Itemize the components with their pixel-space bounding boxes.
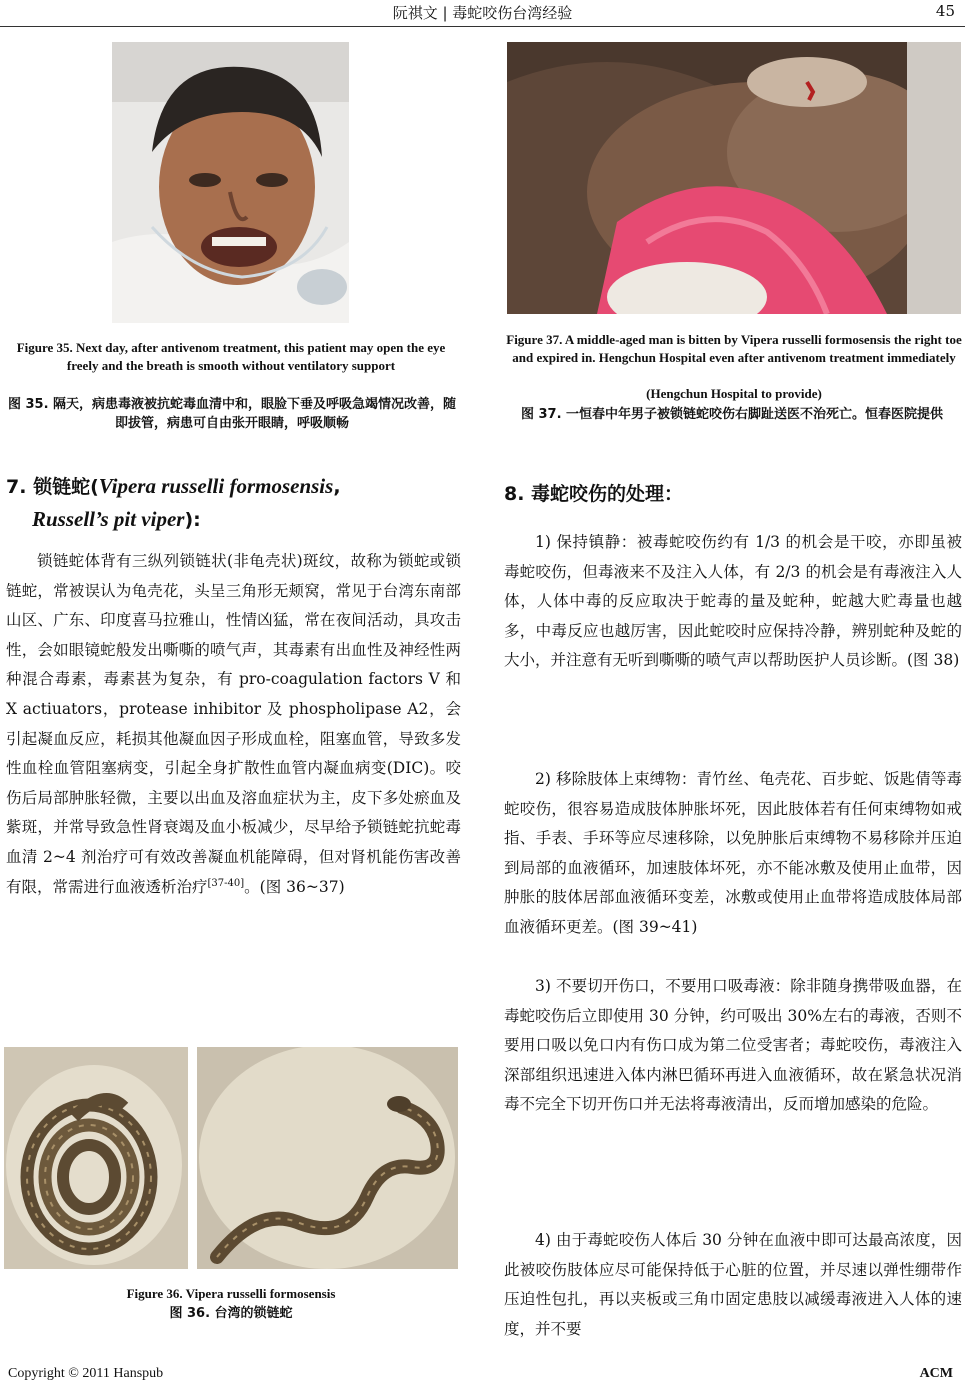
figure-36-photo-right bbox=[197, 1047, 458, 1269]
section-7-heading bbox=[6, 470, 461, 536]
section-7-text-end: 。(图 36~37) bbox=[244, 877, 345, 896]
section-8-item-4: 4) 由于毒蛇咬伤人体后 30 分钟在血液中即可达最高浓度，因此被咬伤肢体应尽可能保持低于心脏的位置，并尽速以弹性绷带作压迫性包扎，再以夹板或三角巾固定患肢以减缓毒液进入人体的速度，并不要 bbox=[504, 1231, 962, 1338]
section-7-citation: [37-40] bbox=[207, 877, 245, 889]
footer-copyright: Copyright © 2011 Hanspub bbox=[8, 1366, 164, 1381]
figure-35-caption-en: Figure 35. Next day, after antivenom treatment, this patient may open the eye freely and the breath is smooth without ventilatory support bbox=[16, 340, 446, 373]
figure-35-caption-cn: 图 35. 隔天，病患毒液被抗蛇毒血清中和，眼脸下垂及呼吸急竭情况改善，随即拔管，病患可自由张开眼睛，呼吸顺畅 bbox=[7, 397, 457, 431]
section-7-title-cn: 锁链蛇( bbox=[33, 476, 99, 498]
running-title: 阮祺文 | 毒蛇咬伤台湾经验 bbox=[392, 4, 573, 22]
page-number: 45 bbox=[935, 2, 955, 20]
figure-37-caption-en: Figure 37. A middle-aged man is bitten by Vipera russelli formosensis the right toe and expired in. Hengchun Hospital even after antivenom treatment immediately bbox=[506, 332, 962, 365]
section-7-number: 7. bbox=[6, 476, 27, 498]
section-8-item-2: 2) 移除肢体上束缚物：青竹丝、龟壳花、百步蛇、饭匙倩等毒蛇咬伤，很容易造成肢体肿胀坏死，因此肢体若有任何束缚物如戒指、手表、手环等应尽速移除，以免肿胀后束缚物不易移除并压迫到局部的血液循环，加速肢体坏死，亦不能冰敷及使用止血带，因肿胀的肢体居部血液循环变差，冰敷或使用止血带将造成肢体局部血液循环更差。(图 39~41) bbox=[504, 770, 962, 936]
figure-37-caption-en-source: (Hengchun Hospital to provide) bbox=[646, 386, 822, 401]
section-7-title-common: Russell’s pit viper bbox=[32, 507, 185, 531]
section-7-title-comma: , bbox=[333, 476, 341, 498]
figure-37-photo bbox=[507, 42, 961, 314]
figure-36-caption-cn: 图 36. 台湾的锁链蛇 bbox=[169, 1306, 293, 1321]
section-7-title-end: ): bbox=[184, 509, 201, 531]
section-7-title-latin: Vipera russelli formosensis bbox=[98, 474, 334, 498]
figure-36-photo-left bbox=[4, 1047, 188, 1269]
section-8-heading: 8. 毒蛇咬伤的处理： bbox=[504, 483, 684, 505]
section-8-item-3: 3) 不要切开伤口，不要用口吸毒液：除非随身携带吸血器，在毒蛇咬伤后立即使用 30 分钟，约可吸出 30%左右的毒液，否则不要用口吸以免口内有伤口成为第二位受害者；毒蛇咬伤，毒液注入深部组织迅速进入体内淋巴循环再进入血液循环，故在紧急状况消毒不完全下切开伤口并无法将毒液清出，反而增加感染的危险。 bbox=[504, 977, 962, 1114]
section-7-body bbox=[6, 547, 461, 902]
figure-36-caption-en: Figure 36. Vipera russelli formosensis bbox=[126, 1286, 336, 1301]
figure-35-photo bbox=[112, 42, 349, 323]
running-header bbox=[0, 0, 965, 26]
footer-journal: ACM bbox=[919, 1366, 953, 1381]
section-8-item-1: 1) 保持镇静：被毒蛇咬伤约有 1/3 的机会是干咬，亦即虽被毒蛇咬伤，但毒液来不及注入人体，有 2/3 的机会是有毒液注入人体，人体中毒的反应取决于蛇毒的量及蛇种，蛇越大贮毒量也越多，中毒反应也越厉害，因此蛇咬时应保持冷静，辨别蛇种及蛇的大小，并注意有无听到嘶嘶的喷气声以帮助医护人员诊断。(图 38) bbox=[504, 533, 962, 670]
figure-37-caption-cn: 图 37. 一恒春中年男子被锁链蛇咬伤右脚趾送医不治死亡。恒春医院提供 bbox=[520, 407, 944, 422]
header-rule bbox=[0, 26, 965, 27]
section-7-text: 锁链蛇体背有三纵列锁链状(非龟壳状)斑纹，故称为锁蛇或锁链蛇，常被误认为龟壳花，头呈三角形无颊窝，常见于台湾东南部山区、广东、印度喜马拉雅山，性情凶猛，常在夜间活动，具攻击性，会如眼镜蛇般发出嘶嘶的喷气声，其毒素有出血性及神经性两种混合毒素，毒素甚为复杂，有 pro-coagulation factors V 和 X actiuators，protease inhibitor 及 phospholipase A2，会引起凝血反应，耗损其他凝血因子形成血栓，阻塞血管，导致多发性血栓血管阻塞病变，引起全身扩散性血管内凝血病变(DIC)。咬伤后局部肿胀轻微，主要以出血及溶血症状为主，皮下多处瘀血及紫斑，并常导致急性肾衰竭及血小板减少，尽早给予锁链蛇抗蛇毒血清 2~4 剂治疗可有效改善凝血机能障碍，但对肾机能伤害改善有限，常需进行血液透析治疗 bbox=[6, 552, 461, 896]
